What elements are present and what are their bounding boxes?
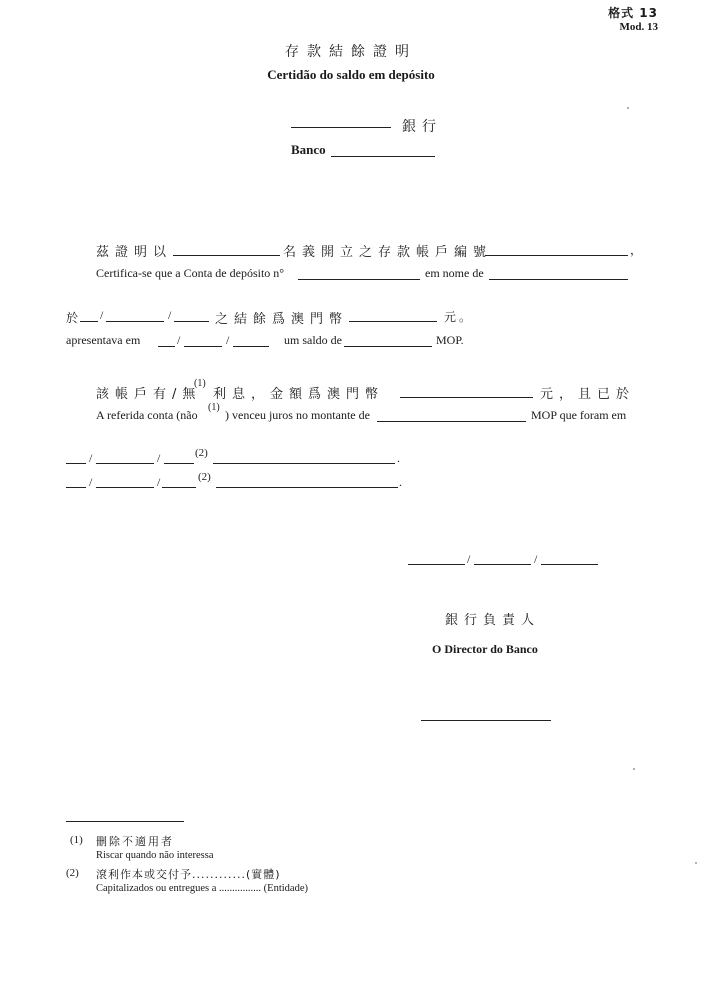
footnote-1-zh: 刪除不適用者 bbox=[96, 835, 174, 848]
date-day-blank-zh[interactable] bbox=[80, 321, 98, 322]
date-sep: / bbox=[89, 451, 93, 465]
signature-line[interactable] bbox=[421, 720, 551, 721]
form-code-zh: 格式 13 bbox=[608, 6, 658, 20]
footnote-2-pt: Capitalizados ou entregues a ................ (Entidade) bbox=[96, 883, 308, 894]
date-year-blank-pt[interactable] bbox=[233, 346, 269, 347]
date-month-blank-zh[interactable] bbox=[106, 321, 164, 322]
para1-zh-b: 名義開立之存款帳戶編號 bbox=[283, 245, 493, 260]
date-day-blank-pt[interactable] bbox=[158, 346, 175, 347]
para3-zh-b: 利息，金額爲澳門幣 bbox=[213, 387, 385, 402]
date-sep: / bbox=[177, 333, 181, 347]
para3-pt-b: MOP que foram em bbox=[531, 408, 627, 422]
sign-month-blank[interactable] bbox=[474, 564, 531, 565]
para1-zh-end: ， bbox=[630, 243, 646, 257]
row-end: . bbox=[399, 475, 402, 489]
entity-blank-1[interactable] bbox=[213, 463, 395, 464]
date-month-blank-pt[interactable] bbox=[184, 346, 222, 347]
para2-pt-c: MOP. bbox=[436, 333, 464, 347]
entity-blank-2[interactable] bbox=[216, 487, 398, 488]
sign-year-blank[interactable] bbox=[541, 564, 598, 565]
date-sep: / bbox=[467, 552, 471, 566]
para3-zh-a: 該帳戶有/無 bbox=[96, 387, 202, 402]
date-sep: / bbox=[157, 475, 161, 489]
para1-pt-a: Certifica-se que a Conta de depósito n° bbox=[96, 266, 285, 280]
signatory-pt: O Director do Banco bbox=[432, 642, 538, 656]
para2-zh-a: 於 bbox=[66, 311, 82, 325]
footnote-ref-2: (2) bbox=[198, 471, 211, 483]
signatory-zh: 銀行負責人 bbox=[445, 613, 541, 628]
para3-zh-c: 元，且已於 bbox=[540, 387, 636, 402]
footnote-2-num: (2) bbox=[66, 867, 79, 879]
date-sep: / bbox=[534, 552, 538, 566]
para1-pt-b: em nome de bbox=[425, 266, 484, 280]
date3-day-blank[interactable] bbox=[66, 487, 86, 488]
para1-zh-a: 茲證明以 bbox=[96, 245, 173, 260]
scan-speck bbox=[695, 862, 697, 864]
date-year-blank-zh[interactable] bbox=[174, 321, 209, 322]
date-sep: / bbox=[100, 308, 104, 322]
title-pt: Certidão do saldo em depósito bbox=[267, 67, 435, 82]
footnote-1-num: (1) bbox=[70, 834, 83, 846]
bank-label-pt: Banco bbox=[291, 142, 326, 157]
interest-blank-pt[interactable] bbox=[377, 421, 526, 422]
para3-pt-a: A referida conta (não bbox=[96, 408, 198, 422]
bank-suffix-zh: 銀行 bbox=[402, 119, 442, 135]
date-sep: / bbox=[89, 475, 93, 489]
account-number-blank-pt[interactable] bbox=[298, 279, 420, 280]
row-end: . bbox=[397, 451, 400, 465]
footnote-ref-1: (1) bbox=[208, 402, 220, 413]
interest-blank-zh[interactable] bbox=[400, 397, 533, 398]
account-number-blank-zh[interactable] bbox=[485, 255, 628, 256]
para2-zh-b: 之結餘爲澳門幣 bbox=[215, 312, 349, 327]
date-sep: / bbox=[168, 308, 172, 322]
para2-pt-b: um saldo de bbox=[284, 333, 342, 347]
footnote-ref-2: (2) bbox=[195, 447, 208, 459]
bank-name-blank-zh[interactable] bbox=[291, 127, 391, 128]
date3-year-blank[interactable] bbox=[162, 487, 196, 488]
account-holder-blank-zh[interactable] bbox=[173, 255, 280, 256]
footnote-separator bbox=[66, 821, 184, 822]
scan-speck bbox=[633, 768, 635, 770]
bank-name-blank-pt[interactable] bbox=[331, 156, 435, 157]
form-code-pt: Mod. 13 bbox=[619, 21, 658, 33]
date3-month-blank[interactable] bbox=[96, 487, 154, 488]
para2-zh-c: 元。 bbox=[444, 310, 475, 324]
date-sep: / bbox=[157, 451, 161, 465]
balance-blank-pt[interactable] bbox=[344, 346, 432, 347]
para3-pt-a2: ) venceu juros no montante de bbox=[225, 408, 370, 422]
balance-blank-zh[interactable] bbox=[349, 321, 437, 322]
account-holder-blank-pt[interactable] bbox=[489, 279, 628, 280]
date2-year-blank[interactable] bbox=[164, 463, 194, 464]
date2-month-blank[interactable] bbox=[96, 463, 154, 464]
footnote-ref-1: (1) bbox=[194, 378, 206, 389]
scan-speck bbox=[627, 107, 629, 109]
footnote-2-zh: 滾利作本或交付予............(實體) bbox=[96, 868, 281, 881]
para2-pt-a: apresentava em bbox=[66, 333, 141, 347]
sign-day-blank[interactable] bbox=[408, 564, 465, 565]
date-sep: / bbox=[226, 333, 230, 347]
footnote-1-pt: Riscar quando não interessa bbox=[96, 850, 214, 861]
date2-day-blank[interactable] bbox=[66, 463, 86, 464]
title-zh: 存款結餘證明 bbox=[285, 44, 417, 60]
